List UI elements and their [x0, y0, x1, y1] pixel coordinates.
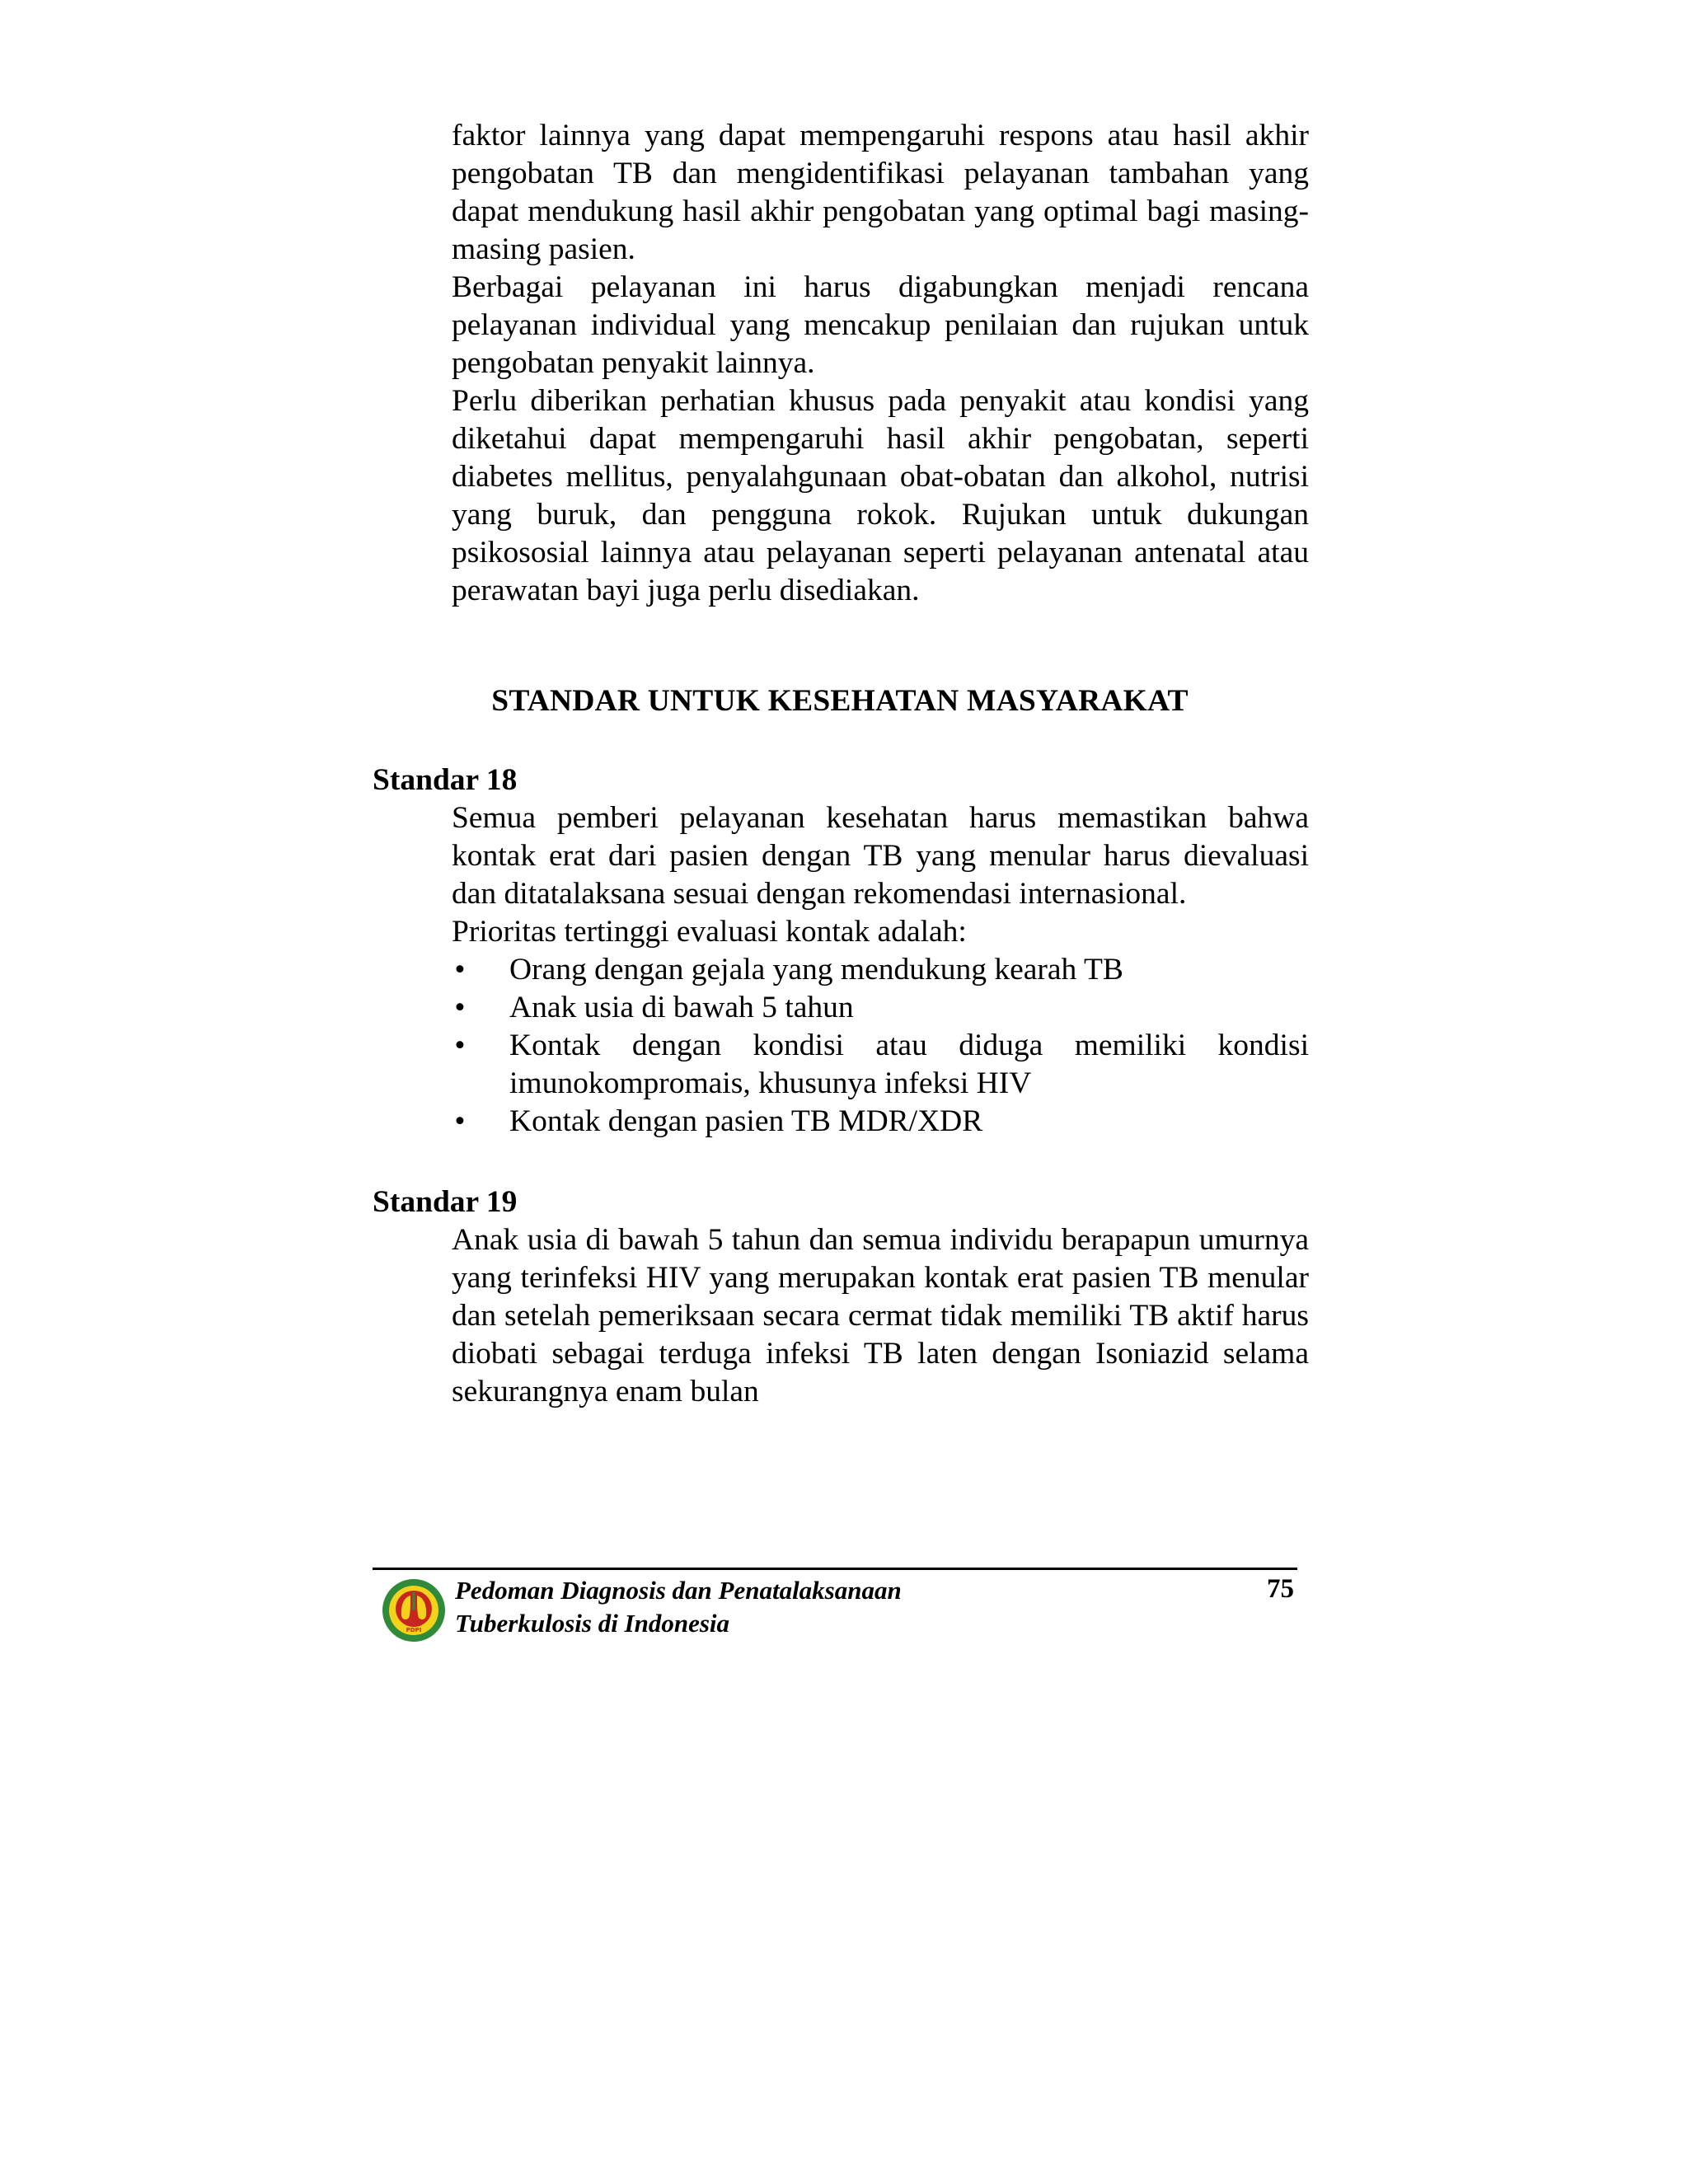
list-item — [452, 951, 1309, 989]
standard-18-paragraph: Semua pemberi pelayanan kesehatan harus memastikan bahwa kontak erat dari pasien dengan TB yang menular harus dievaluasi dan ditatalaksana sesuai dengan rekomendasi internasional. — [452, 801, 1309, 911]
section-heading: STANDAR UNTUK KESEHATAN MASYARAKAT — [491, 684, 1189, 718]
pdpi-lungs-emblem-icon — [381, 1577, 447, 1643]
list-item — [452, 1103, 1309, 1141]
footer-divider — [373, 1568, 1297, 1570]
logo-text: PDPI — [406, 1627, 422, 1633]
standard-18-body — [452, 799, 1309, 1141]
list-item-text: Anak usia di bawah 5 tahun — [509, 991, 854, 1024]
list-item-text: Orang dengan gejala yang mendukung kearah TB — [509, 953, 1123, 987]
priority-list — [452, 951, 1309, 1141]
standard-19-body — [452, 1221, 1309, 1411]
intro-paragraph-1: faktor lainnya yang dapat mempengaruhi respons atau hasil akhir pengobatan TB dan mengidentifikasi pelayanan tambahan yang dapat mendukung hasil akhir pengobatan yang optimal bagi masing-masing pasien. — [452, 119, 1309, 266]
intro-paragraph-2: Berbagai pelayanan ini harus digabungkan menjadi rencana pelayanan individual yang mencakup penilaian dan rujukan untuk pengobatan penyakit lainnya. — [452, 270, 1309, 380]
intro-text-block — [452, 117, 1309, 610]
list-item — [452, 989, 1309, 1027]
list-item-text: Kontak dengan pasien TB MDR/XDR — [509, 1104, 983, 1138]
intro-paragraph-3: Perlu diberikan perhatian khusus pada penyakit atau kondisi yang diketahui dapat mempengaruhi hasil akhir pengobatan, seperti diabetes mellitus, penyalahgunaan obat-obatan dan alkohol, nutrisi yang buruk, dan pengguna rokok. Rujukan untuk dukungan psikososial lainnya atau pelayanan seperti pelayanan antenatal atau perawatan bayi juga perlu disediakan. — [452, 384, 1309, 607]
list-item — [452, 1027, 1309, 1103]
footer-title-line-2: Tuberkulosis di Indonesia — [455, 1609, 730, 1638]
list-item-text: Kontak dengan kondisi atau diduga memiliki kondisi imunokompromais, khusunya infeksi HIV — [509, 1029, 1309, 1100]
standard-19-title: Standar 19 — [373, 1185, 518, 1219]
standard-18-title: Standar 18 — [373, 763, 518, 797]
bullet-icon: • — [454, 1104, 466, 1138]
bullet-icon: • — [454, 1029, 466, 1062]
bullet-icon: • — [454, 953, 466, 987]
bullet-icon: • — [454, 991, 466, 1024]
standard-19-paragraph: Anak usia di bawah 5 tahun dan semua individu berapapun umurnya yang terinfeksi HIV yang merupakan kontak erat pasien TB menular dan setelah pemeriksaan secara cermat tidak memiliki TB aktif harus diobati sebagai terduga infeksi TB laten dengan Isoniazid selama sekurangnya enam bulan — [452, 1223, 1309, 1408]
page-number: 75 — [1267, 1574, 1294, 1604]
standard-18-priority-intro: Prioritas tertinggi evaluasi kontak adalah: — [452, 915, 967, 949]
footer-book-title — [455, 1574, 902, 1640]
footer-title-line-1: Pedoman Diagnosis dan Penatalaksanaan — [455, 1576, 902, 1605]
